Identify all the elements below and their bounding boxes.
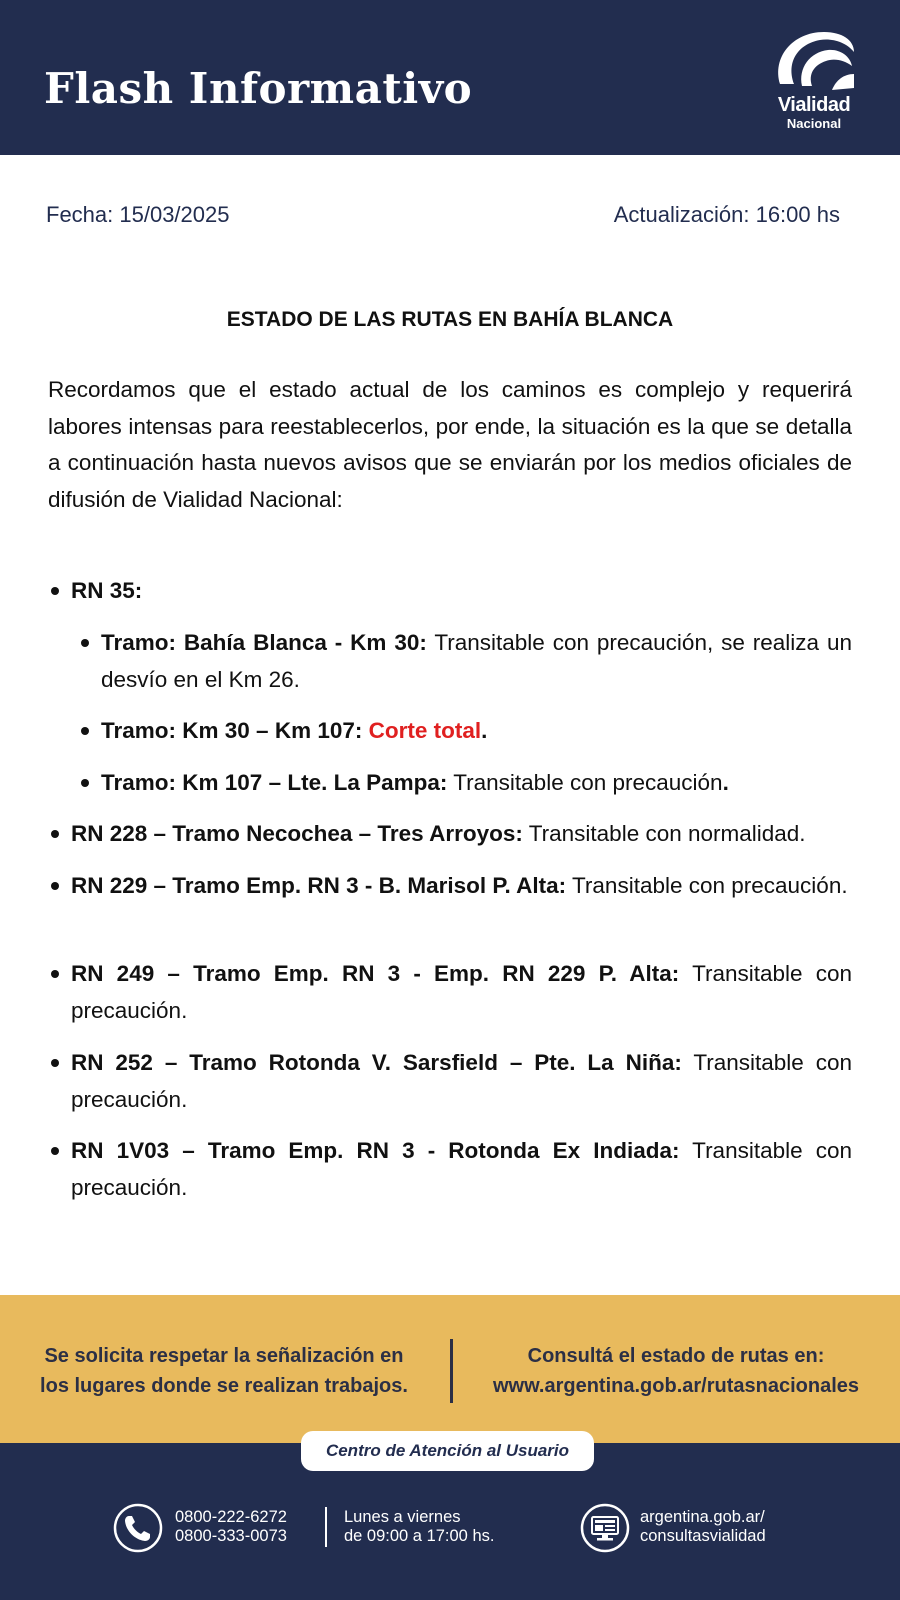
route-status: Transitable con precaución. — [71, 1138, 852, 1200]
report-date: Fecha: 15/03/2025 — [46, 202, 230, 227]
list-item-segment — [101, 712, 852, 749]
phone-number[interactable]: 0800-222-6272 — [175, 1508, 287, 1526]
segment-label: Tramo: Km 107 – Lte. La Pampa: — [101, 770, 448, 795]
notice-divider — [450, 1339, 453, 1403]
list-item-rn249 — [71, 955, 852, 1029]
web-link[interactable]: argentina.gob.ar/ — [640, 1508, 765, 1526]
phone-number[interactable]: 0800-333-0073 — [175, 1527, 287, 1545]
phone-icon — [113, 1503, 163, 1553]
route-label: RN 229 – Tramo Emp. RN 3 - B. Marisol P. Alta: — [71, 873, 567, 898]
phone-numbers — [175, 1508, 287, 1546]
bullet — [81, 727, 89, 735]
notice-signage — [24, 1341, 424, 1401]
notice-line: Consultá el estado de rutas en: — [527, 1345, 825, 1367]
web-contact — [640, 1508, 766, 1546]
segment-label: Tramo: Km 30 – Km 107: — [101, 718, 363, 743]
route-label: RN 228 – Tramo Necochea – Tres Arroyos: — [71, 821, 523, 846]
list-item-rn228 — [71, 815, 852, 852]
notice-line: los lugares donde se realizan trabajos. — [40, 1375, 408, 1397]
bullet — [51, 882, 59, 890]
website-link[interactable]: www.argentina.gob.ar/rutasnacionales — [492, 1375, 859, 1397]
bullet — [51, 1059, 59, 1067]
update-time: Actualización: 16:00 hs — [613, 202, 840, 227]
route-label: RN 252 – Tramo Rotonda V. Sarsfield – Pte. La Niña: — [71, 1050, 682, 1075]
footer-divider — [325, 1507, 327, 1547]
list-item-rn1v03 — [71, 1132, 852, 1206]
hours-line: Lunes a viernes — [344, 1508, 461, 1526]
bullet — [51, 1147, 59, 1155]
page-title: Flash Informativo — [44, 64, 473, 113]
bullet — [51, 587, 59, 595]
closed-status: Corte total — [368, 718, 482, 743]
segment-status: Transitable con precaución — [453, 770, 723, 795]
segment-end: . — [481, 718, 488, 743]
list-item-segment — [101, 764, 852, 801]
notice-line: Se solicita respetar la señalización en — [44, 1345, 404, 1367]
route-status: Transitable con precaución. — [71, 1050, 852, 1112]
list-item-rn252 — [71, 1044, 852, 1118]
segment-end: . — [722, 770, 729, 795]
web-link[interactable]: consultasvialidad — [640, 1527, 766, 1545]
intro-paragraph: Recordamos que el estado actual de los caminos es complejo y requerirá labores intensas para reestablecerlos, por ende, la situación es la que se detalla a continuación hasta nuevos avisos que se enviarán por los medios oficiales de difusión de Vialidad Nacional: — [48, 377, 852, 512]
office-hours — [344, 1508, 494, 1546]
section-heading: ESTADO DE LAS RUTAS EN BAHÍA BLANCA — [226, 308, 674, 331]
bullet — [51, 830, 59, 838]
route-label: RN 35: — [71, 578, 143, 603]
route-label: RN 1V03 – Tramo Emp. RN 3 - Rotonda Ex Indiada: — [71, 1138, 680, 1163]
computer-icon — [580, 1503, 630, 1553]
route-status: Transitable con precaución. — [572, 873, 848, 898]
logo-subtitle: Nacional — [786, 116, 842, 131]
list-item-segment — [101, 624, 852, 698]
logo-name: Vialidad — [777, 94, 851, 116]
list-item-rn35 — [71, 572, 852, 609]
segment-status: Transitable con precaución, se realiza un desvío en el Km 26. — [101, 630, 852, 692]
route-status: Transitable con precaución. — [71, 961, 853, 1023]
bullet — [81, 639, 89, 647]
hours-line: de 09:00 a 17:00 hs. — [344, 1527, 495, 1545]
bullet — [51, 970, 59, 978]
route-status: Transitable con normalidad. — [528, 821, 806, 846]
road-swirl-icon — [772, 28, 856, 94]
route-label: RN 249 – Tramo Emp. RN 3 - Emp. RN 229 P. Alta: — [71, 961, 680, 986]
bullet — [81, 779, 89, 787]
notice-website — [466, 1341, 886, 1401]
segment-label: Tramo: Bahía Blanca - Km 30: — [101, 630, 427, 655]
list-item-rn229 — [71, 867, 852, 904]
support-center-badge: Centro de Atención al Usuario — [301, 1431, 594, 1471]
vialidad-logo — [766, 28, 862, 132]
